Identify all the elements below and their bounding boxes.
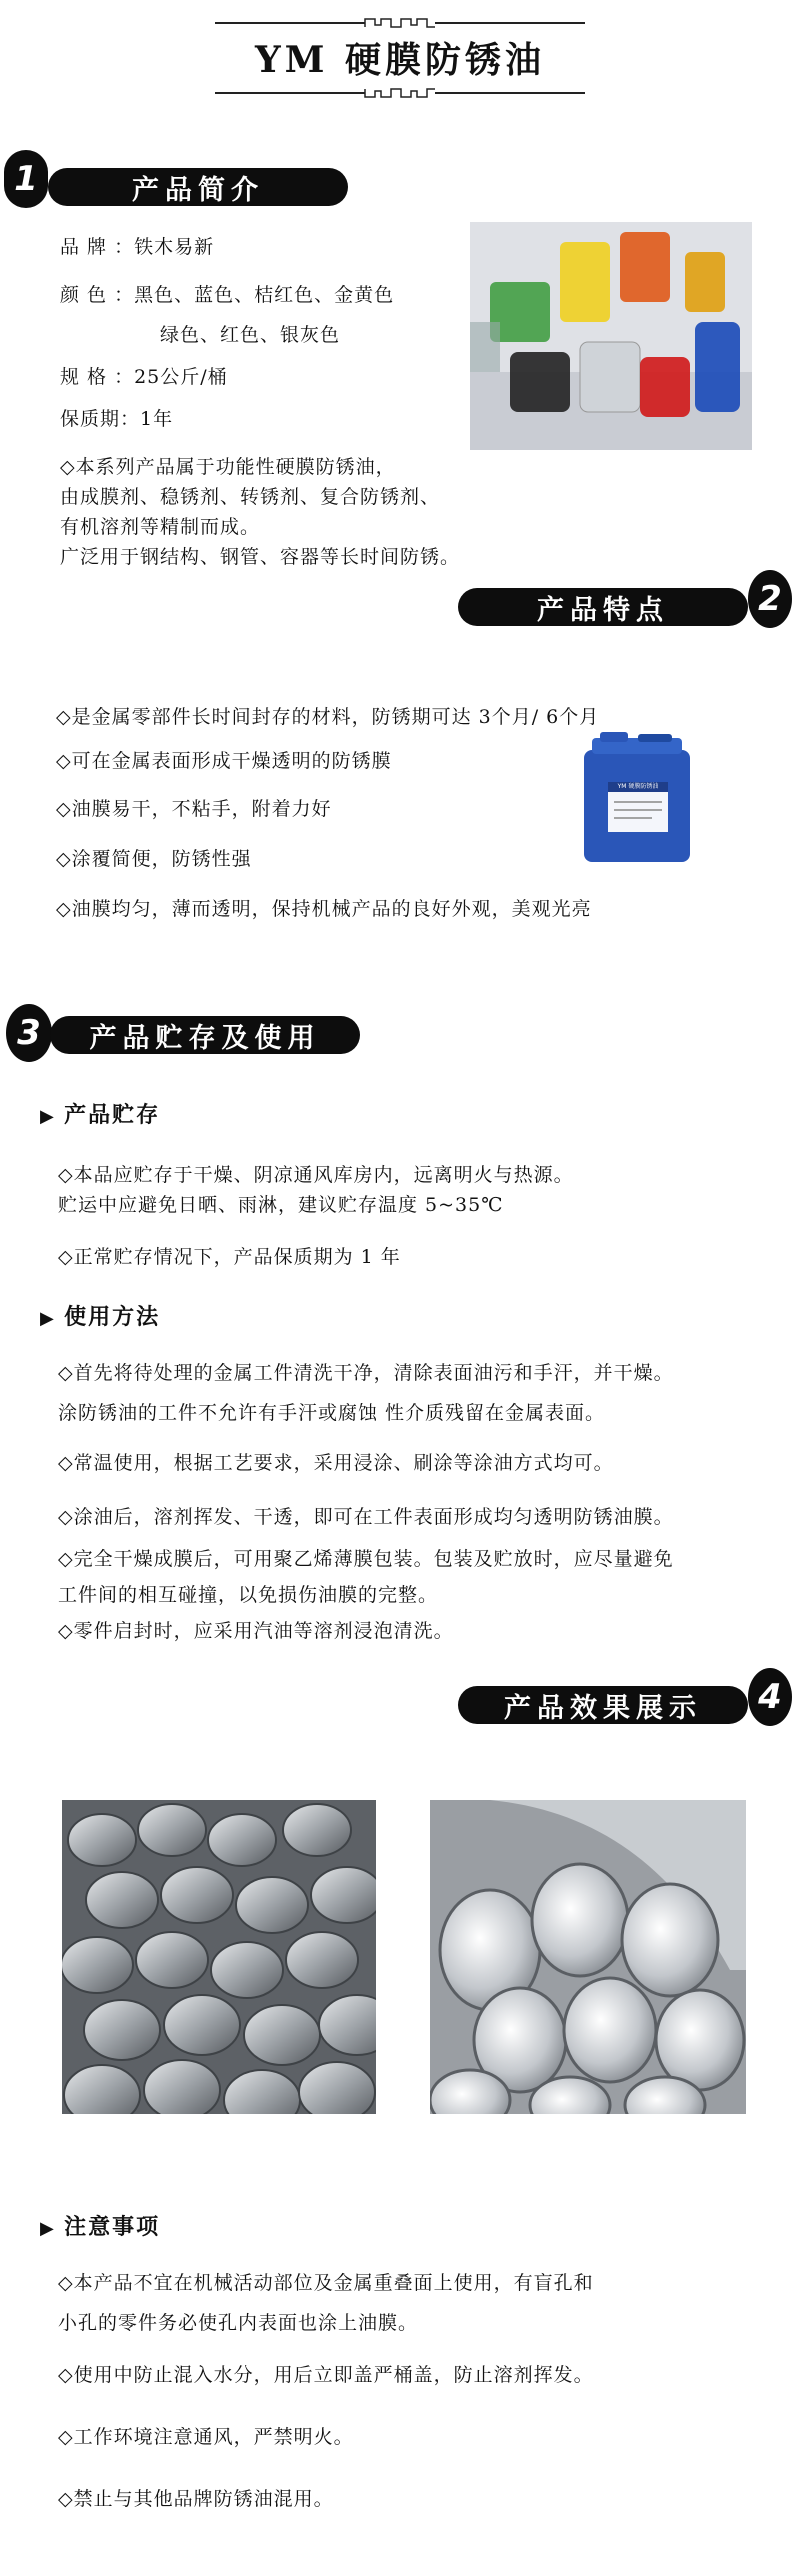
title-ornament-top	[215, 14, 585, 26]
feature-item: ◇油膜易干，不粘手，附着力好	[56, 798, 332, 820]
bucket-label: YM 硬膜防锈油	[617, 783, 659, 790]
section1-number-badge: 1	[4, 150, 48, 208]
colored-oil-photo	[470, 222, 752, 450]
spec-colors: 颜 色 ：黑色、蓝色、桔红色、金黄色	[60, 284, 395, 306]
spec-brand: 品 牌 ：铁木易新	[60, 236, 215, 258]
notes-text: ◇本产品不宜在机械活动部位及金属重叠面上使用，有盲孔和 小孔的零件务必使孔内表面也涂上油膜。 ◇使用中防止混入水分，用后立即盖严桶盖，防止溶剂挥发。 ◇工作环境注意通风，严禁明火。 ◇禁止与其他品牌防锈油混用。	[58, 2272, 594, 2510]
section2-number-badge: 2	[748, 570, 792, 628]
triangle-bullet-icon: ▶	[40, 2218, 65, 2239]
spec-colors-cont: 绿色、红色、银灰色	[160, 324, 341, 346]
section4-number-badge: 4	[748, 1668, 792, 1726]
notes-subheading: ▶ 注意事项	[40, 2215, 161, 2240]
usage-text: ◇首先将待处理的金属工件清洗干净，清除表面油污和手汗，并干燥。 涂防锈油的工件不允许有手汗或腐蚀 性介质残留在金属表面。 ◇常温使用，根据工艺要求，采用浸涂、刷涂等涂油方式均可。 ◇涂油后，溶剂挥发、干透，即可在工件表面形成均匀透明防锈油膜。 ◇完全干燥成膜后，可用聚乙烯薄膜包装。包装及贮放时，应尽量避免 工件间的相互碰撞，以免损伤油膜的完整。 ◇零件启封时，应采用汽油等溶剂浸泡清洗。	[58, 1362, 674, 1642]
section2-features	[56, 702, 599, 924]
bucket-image	[578, 732, 696, 866]
section3-number-badge: 3	[6, 1004, 52, 1062]
section1-heading: 产品简介	[48, 168, 348, 206]
feature-item: ◇油膜均匀，薄而透明，保持机械产品的良好外观，美观光亮	[56, 898, 592, 920]
spec-shelf-life: 保质期：1年	[60, 408, 174, 430]
page-title: YM 硬膜防锈油	[254, 39, 546, 81]
spec-size: 规 格 ：25公斤/桶	[60, 366, 228, 388]
feature-item: ◇涂覆简便，防锈性强	[56, 848, 252, 870]
storage-subheading: ▶ 产品贮存	[40, 1103, 161, 1128]
section1-description: ◇本系列产品属于功能性硬膜防锈油， 由成膜剂、稳锈剂、转锈剂、复合防锈剂、 有机溶剂等精制而成。 广泛用于钢结构、钢管、容器等长时间防锈。	[60, 456, 461, 568]
feature-item: ◇是金属零部件长时间封存的材料，防锈期可达 3个月/ 6个月	[56, 706, 600, 728]
feature-item: ◇可在金属表面形成干燥透明的防锈膜	[56, 750, 392, 772]
pipe-elbows-photo-left	[62, 1800, 376, 2114]
title-ornament-bottom	[215, 84, 585, 96]
section3-heading: 产品贮存及使用	[50, 1016, 360, 1054]
usage-subheading: ▶ 使用方法	[40, 1305, 161, 1330]
triangle-bullet-icon: ▶	[40, 1106, 65, 1127]
section2-heading: 产品特点	[458, 588, 748, 626]
storage-text: ◇本品应贮存于干燥、阴凉通风库房内，远离明火与热源。 贮运中应避免日晒、雨淋，建议贮存温度 5~35℃ ◇正常贮存情况下，产品保质期为 1 年	[58, 1164, 574, 1268]
section4-heading: 产品效果展示	[458, 1686, 748, 1724]
triangle-bullet-icon: ▶	[40, 1308, 65, 1329]
pipe-elbows-photo-right	[430, 1800, 746, 2114]
